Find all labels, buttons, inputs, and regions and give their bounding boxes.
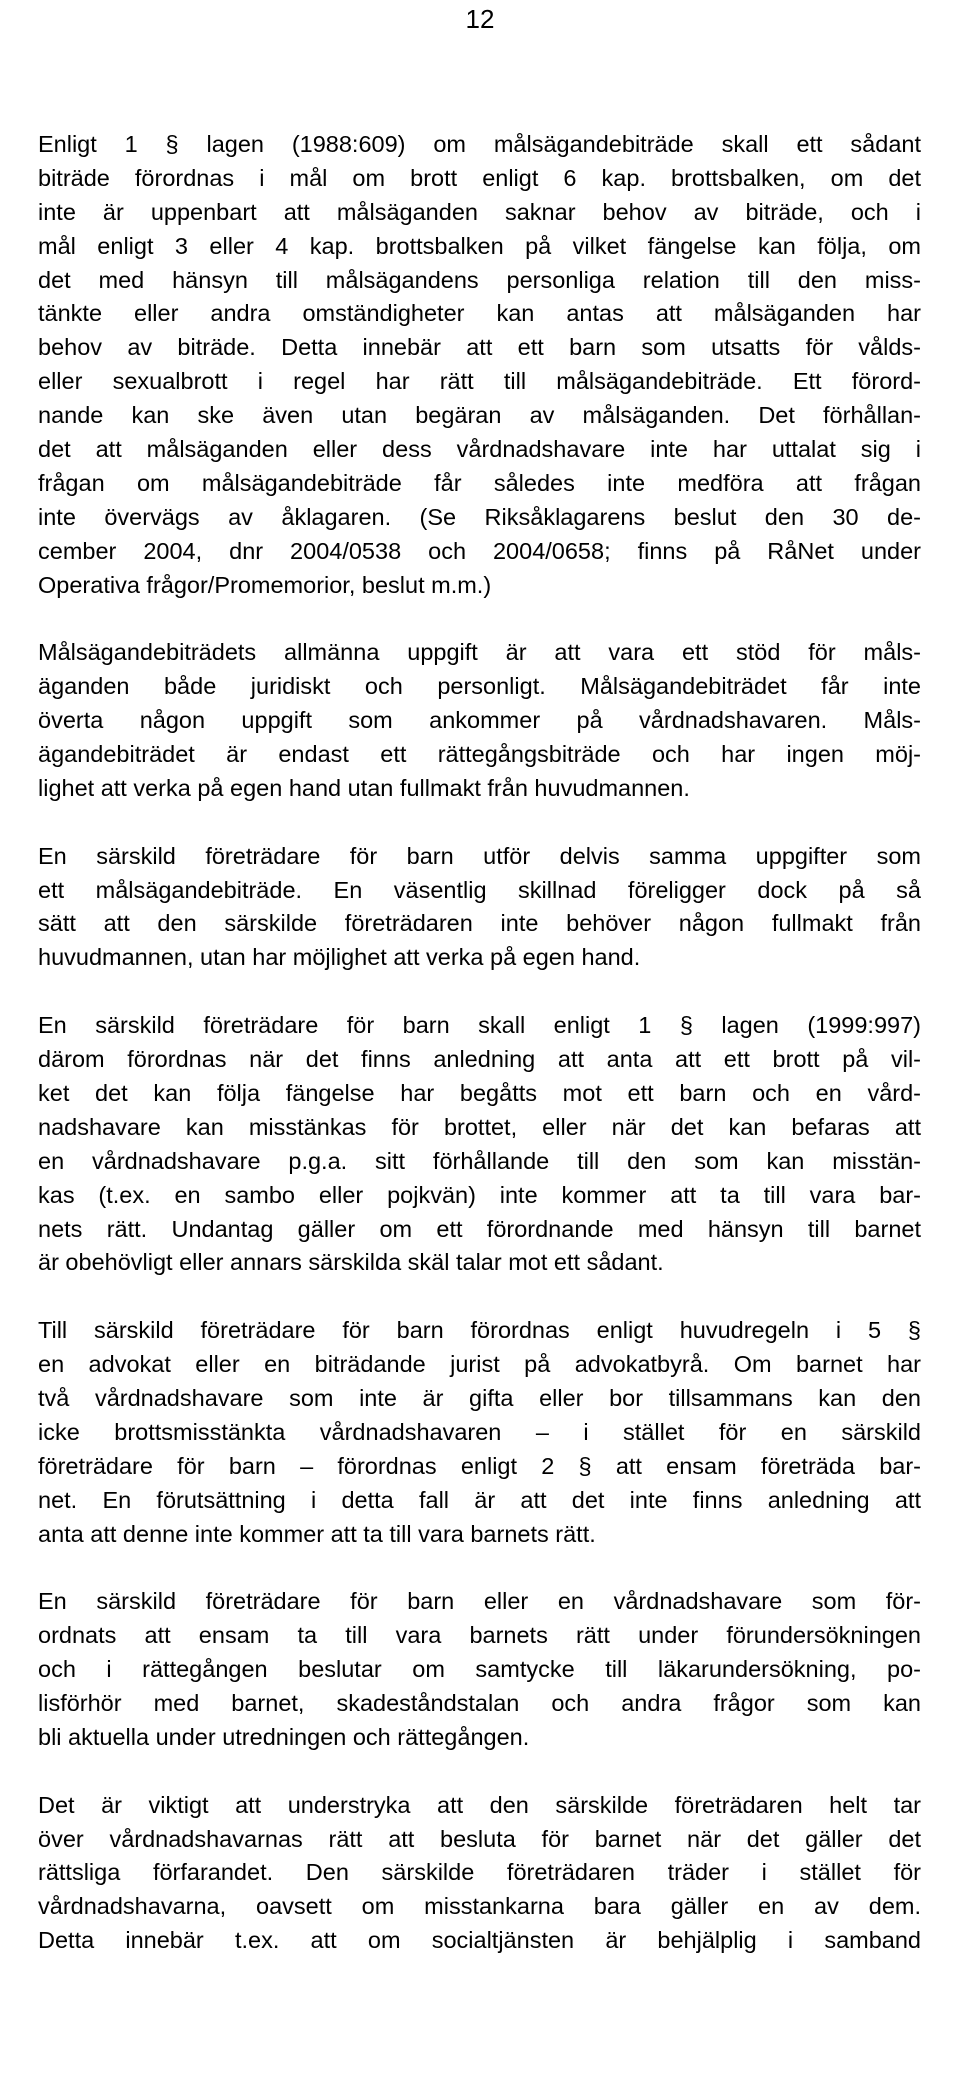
- text-line: vårdnadshavarna, oavsett om misstankarna bara gäller en av dem.: [38, 1893, 921, 1920]
- text-line: frågan om målsägandebiträde får således inte medföra att frågan: [38, 469, 921, 496]
- paragraph-gap: [38, 1551, 921, 1585]
- text-line: inte övervägs av åklagaren. (Se Riksåklagarens beslut den 30 de-: [38, 503, 921, 530]
- text-line: anta att denne inte kommer att ta till vara barnets rätt.: [38, 1520, 596, 1547]
- text-line: biträde förordnas i mål om brott enligt 6 kap. brottsbalken, om det: [38, 164, 921, 191]
- text-line: eller sexualbrott i regel har rätt till målsägandebiträde. Ett förord-: [38, 368, 921, 395]
- paragraph: [38, 128, 921, 602]
- text-line: två vårdnadshavare som inte är gifta eller bor tillsammans kan den: [38, 1384, 921, 1411]
- paragraph: [38, 840, 921, 976]
- text-line: ket det kan följa fängelse har begåtts mot ett barn och en vård-: [38, 1079, 921, 1106]
- text-line: och i rättegången beslutar om samtycke till läkarundersökning, po-: [38, 1656, 921, 1683]
- paragraph: [38, 636, 921, 805]
- text-line: nets rätt. Undantag gäller om ett förordnande med hänsyn till barnet: [38, 1215, 921, 1242]
- text-line: ägandebiträdet är endast ett rättegångsbiträde och har ingen möj-: [38, 741, 921, 768]
- paragraph-gap: [38, 1755, 921, 1789]
- text-line: lighet att verka på egen hand utan fullmakt från huvudmannen.: [38, 774, 690, 801]
- text-line: net. En förutsättning i detta fall är att det inte finns anledning att: [38, 1486, 921, 1513]
- paragraph: [38, 1314, 921, 1551]
- text-line: Det är viktigt att understryka att den särskilde företrädaren helt tar: [38, 1791, 921, 1818]
- paragraph-gap: [38, 806, 921, 840]
- text-line: över vårdnadshavarnas rätt att besluta för barnet när det gäller det: [38, 1825, 921, 1852]
- text-line: kas (t.ex. en sambo eller pojkvän) inte kommer att ta till vara bar-: [38, 1181, 921, 1208]
- text-line: rättsliga förfarandet. Den särskilde företrädaren träder i stället för: [38, 1859, 921, 1886]
- text-line: en advokat eller en biträdande jurist på advokatbyrå. Om barnet har: [38, 1351, 921, 1378]
- paragraph: [38, 1009, 921, 1280]
- text-line: behov av biträde. Detta innebär att ett barn som utsatts för vålds-: [38, 334, 921, 361]
- text-line: äganden både juridiskt och personligt. Målsägandebiträdet får inte: [38, 673, 921, 700]
- text-line: nande kan ske även utan begäran av målsäganden. Det förhållan-: [38, 402, 921, 429]
- paragraph: [38, 1585, 921, 1754]
- text-line: därom förordnas när det finns anledning att anta att ett brott på vil-: [38, 1046, 921, 1073]
- text-line: mål enligt 3 eller 4 kap. brottsbalken på vilket fängelse kan följa, om: [38, 232, 921, 259]
- text-line: det att målsäganden eller dess vårdnadshavare inte har uttalat sig i: [38, 436, 921, 463]
- text-line: det med hänsyn till målsägandens personliga relation till den miss-: [38, 266, 921, 293]
- text-line: En särskild företrädare för barn utför delvis samma uppgifter som: [38, 842, 921, 869]
- text-line: huvudmannen, utan har möjlighet att verka på egen hand.: [38, 944, 641, 971]
- text-line: tänkte eller andra omständigheter kan antas att målsäganden har: [38, 300, 921, 327]
- text-line: överta någon uppgift som ankommer på vårdnadshavaren. Måls-: [38, 707, 921, 734]
- text-line: bli aktuella under utredningen och rättegången.: [38, 1723, 530, 1750]
- text-line: cember 2004, dnr 2004/0538 och 2004/0658; finns på RåNet under: [38, 537, 921, 564]
- text-line: ett målsägandebiträde. En väsentlig skillnad föreligger dock på så: [38, 876, 921, 903]
- paragraph: [38, 1789, 921, 1958]
- text-line: Operativa frågor/Promemorior, beslut m.m.): [38, 571, 492, 598]
- paragraph-gap: [38, 1280, 921, 1314]
- text-line: Enligt 1 § lagen (1988:609) om målsägandebiträde skall ett sådant: [38, 131, 921, 157]
- document-body: [38, 128, 921, 1958]
- page-number: 12: [465, 4, 495, 34]
- text-line: En särskild företrädare för barn eller en vårdnadshavare som för-: [38, 1588, 921, 1615]
- text-line: sätt att den särskilde företrädaren inte behöver någon fullmakt från: [38, 910, 921, 937]
- paragraph-gap: [38, 602, 921, 636]
- text-line: nadshavare kan misstänkas för brottet, eller när det kan befaras att: [38, 1113, 921, 1140]
- text-line: en vårdnadshavare p.g.a. sitt förhållande till den som kan misstän-: [38, 1147, 921, 1174]
- text-line: ordnats att ensam ta till vara barnets rätt under förundersökningen: [38, 1622, 921, 1649]
- text-line: Till särskild företrädare för barn förordnas enligt huvudregeln i 5 §: [38, 1317, 921, 1344]
- text-line: inte är uppenbart att målsäganden saknar behov av biträde, och i: [38, 198, 921, 225]
- text-line: En särskild företrädare för barn skall enligt 1 § lagen (1999:997): [38, 1012, 921, 1039]
- text-line: icke brottsmisstänkta vårdnadshavaren – i stället för en särskild: [38, 1418, 921, 1445]
- text-line: Målsägandebiträdets allmänna uppgift är att vara ett stöd för måls-: [38, 639, 921, 666]
- paragraph-gap: [38, 975, 921, 1009]
- text-line: Detta innebär t.ex. att om socialtjänsten är behjälplig i samband: [38, 1927, 921, 1954]
- text-line: är obehövligt eller annars särskilda skäl talar mot ett sådant.: [38, 1249, 664, 1276]
- text-line: lisförhör med barnet, skadeståndstalan och andra frågor som kan: [38, 1689, 921, 1716]
- text-line: företrädare för barn – förordnas enligt 2 § att ensam företräda bar-: [38, 1452, 921, 1479]
